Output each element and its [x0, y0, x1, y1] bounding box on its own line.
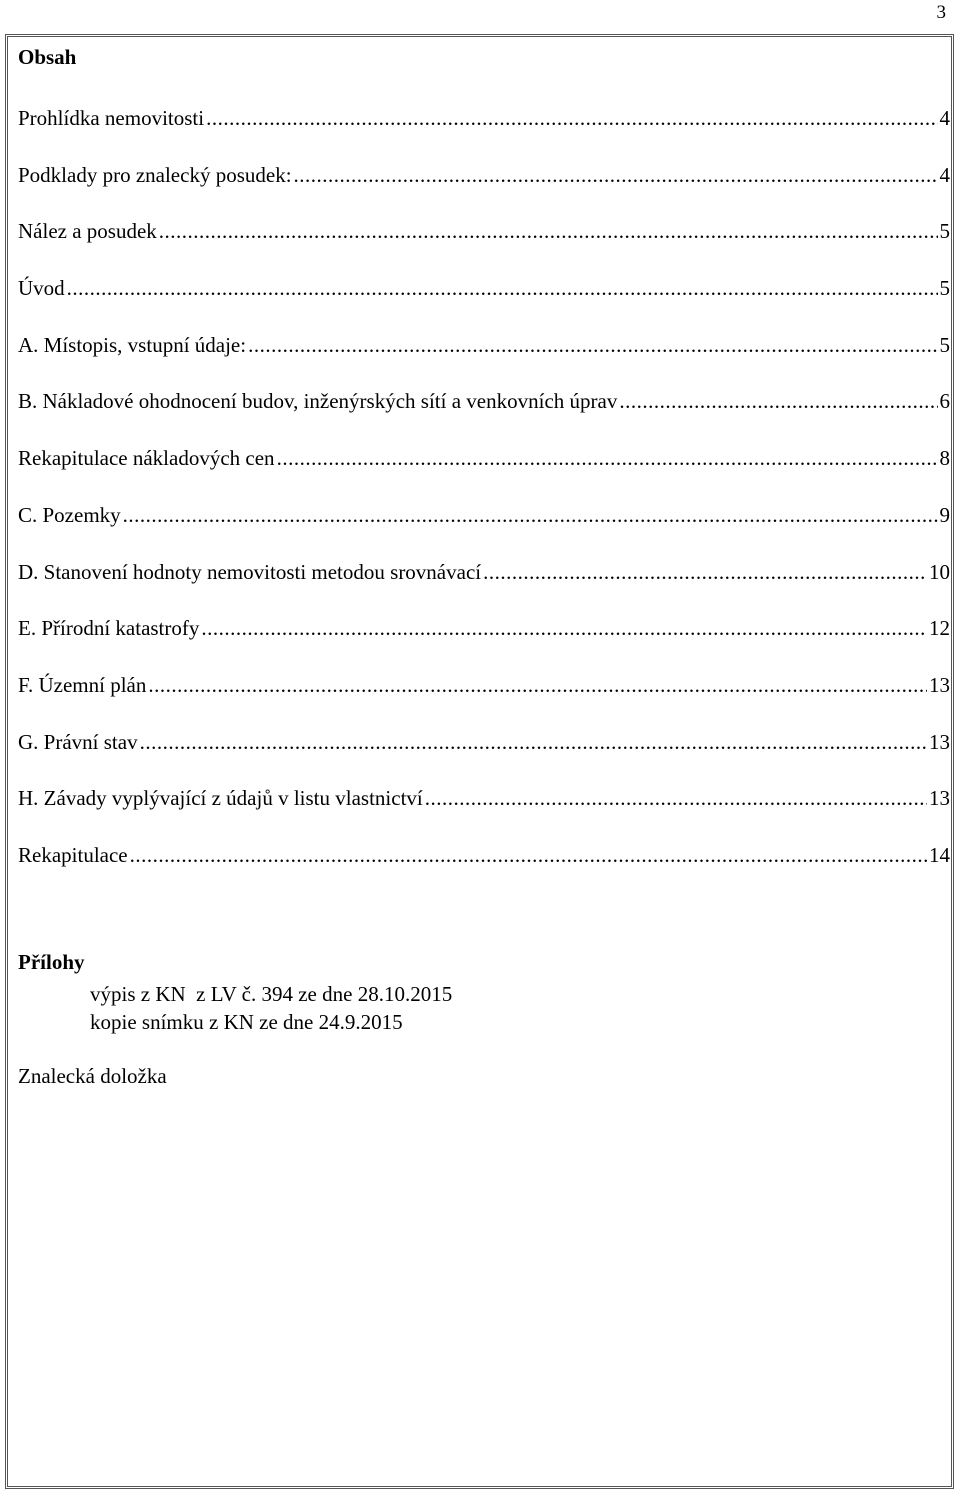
toc-entry-page: 4: [939, 106, 950, 130]
toc-entry[interactable]: [18, 100, 950, 157]
toc-entry[interactable]: [18, 837, 950, 894]
toc-entry[interactable]: [18, 270, 950, 327]
toc-entry-page: 5: [939, 219, 950, 244]
toc-entry-text: Rekapitulace: [18, 842, 128, 867]
toc-leader-dots: [619, 383, 937, 419]
toc-entry-page: 5: [939, 332, 950, 357]
toc-entry-text: Podklady pro znalecký posudek:: [18, 162, 292, 187]
toc-entry[interactable]: [18, 383, 950, 440]
toc-entry-page: 9: [939, 502, 950, 527]
appendices-title: Přílohy: [18, 950, 85, 974]
toc-entry-text: A. Místopis, vstupní údaje:: [18, 332, 247, 357]
toc-leader-dots: [425, 780, 927, 816]
toc-entry-page: 5: [939, 276, 950, 301]
toc-entry[interactable]: [18, 780, 950, 837]
toc-entry-text: B. Nákladové ohodnocení budov, inženýrských sítí a venkovních úprav: [18, 389, 618, 414]
appendix-item: výpis z KN z LV č. 394 ze dne 28.10.2015: [90, 982, 453, 1006]
toc-entry-text: Rekapitulace nákladových cen: [18, 446, 275, 471]
toc-leader-dots: [201, 610, 927, 646]
toc-leader-dots: [67, 270, 938, 306]
toc-entry-page: 8: [939, 446, 950, 471]
appendices-list: [90, 980, 452, 1036]
toc-entry[interactable]: [18, 213, 950, 270]
appendix-item: kopie snímku z KN ze dne 24.9.2015: [90, 1010, 403, 1034]
toc-entry-text: D. Stanovení hodnoty nemovitosti metodou srovnávací: [18, 559, 482, 584]
toc-leader-dots: [148, 667, 927, 703]
toc-entry[interactable]: [18, 554, 950, 611]
toc-leader-dots: [206, 100, 937, 136]
toc-entry[interactable]: [18, 497, 950, 554]
toc-title: Obsah: [18, 45, 77, 69]
expert-clause-heading: Znalecká doložka: [18, 1064, 167, 1088]
toc-leader-dots: [294, 157, 938, 193]
toc-leader-dots: [248, 327, 937, 363]
toc-entry[interactable]: [18, 440, 950, 497]
toc-leader-dots: [130, 837, 927, 873]
toc-leader-dots: [277, 440, 938, 476]
toc-entry[interactable]: [18, 724, 950, 781]
toc-entry-text: Nález a posudek: [18, 219, 157, 244]
toc-entry-page: 14: [929, 842, 950, 867]
toc-entry[interactable]: [18, 327, 950, 384]
toc-entry-page: 10: [929, 559, 950, 584]
toc-leader-dots: [140, 724, 927, 760]
toc-entry-page: 13: [929, 729, 950, 754]
toc-entry-text: H. Závady vyplývající z údajů v listu vlastnictví: [18, 786, 423, 811]
toc-entry-page: 13: [929, 672, 950, 697]
toc-leader-dots: [123, 497, 938, 533]
toc-entry-page: 13: [929, 786, 950, 811]
toc-entry[interactable]: [18, 157, 950, 214]
toc-entry[interactable]: [18, 610, 950, 667]
table-of-contents: [18, 100, 950, 894]
toc-entry-text: G. Právní stav: [18, 729, 138, 754]
toc-entry[interactable]: [18, 667, 950, 724]
page-number: 3: [936, 2, 946, 23]
toc-entry-page: 12: [929, 616, 950, 641]
toc-leader-dots: [159, 213, 938, 249]
toc-entry-text: C. Pozemky: [18, 502, 121, 527]
toc-entry-text: E. Přírodní katastrofy: [18, 616, 200, 641]
toc-entry-page: 4: [939, 162, 950, 187]
toc-entry-text: F. Územní plán: [18, 672, 147, 697]
toc-leader-dots: [483, 554, 927, 590]
toc-entry-page: 6: [939, 389, 950, 414]
toc-entry-text: Prohlídka nemovitosti: [18, 106, 205, 130]
toc-entry-text: Úvod: [18, 276, 65, 301]
